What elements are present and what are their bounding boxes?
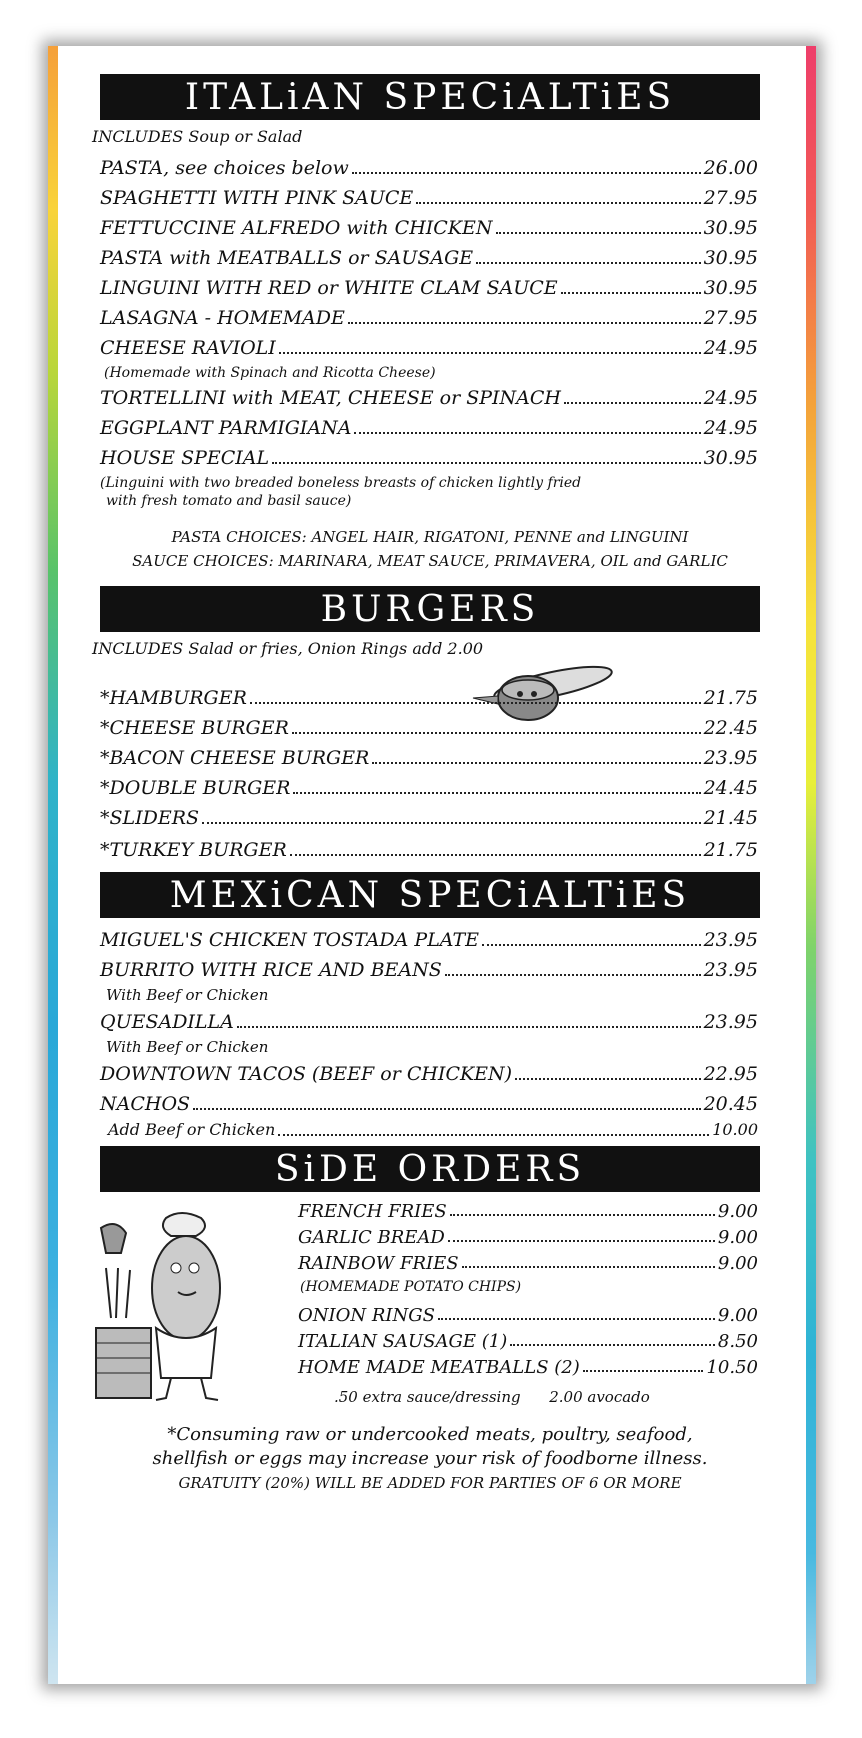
side-item: RAINBOW FRIES 9.00: [298, 1253, 758, 1274]
italian-includes: INCLUDES Soup or Salad: [92, 127, 303, 146]
menu-item: LINGUINI WITH RED or WHITE CLAM SAUCE 30.95: [100, 277, 758, 299]
italian-header: [100, 74, 760, 120]
menu-item: EGGPLANT PARMIGIANA 24.95: [100, 417, 758, 439]
pasta-choices: PASTA CHOICES: ANGEL HAIR, RIGATONI, PENNE and LINGUINI: [171, 528, 689, 546]
side-item: ITALIAN SAUSAGE (1) 8.50: [298, 1331, 758, 1352]
mexican-header: [100, 872, 760, 918]
sauce-choices: SAUCE CHOICES: MARINARA, MEAT SAUCE, PRIMAVERA, OIL and GARLIC: [132, 552, 728, 570]
sides-title: SiDE ORDERS: [274, 1148, 586, 1190]
rainbow-edge-left: [48, 46, 58, 1684]
menu-item: *BACON CHEESE BURGER 23.95: [100, 747, 758, 769]
burgers-header: [100, 586, 760, 632]
health-warning-line-1: *Consuming raw or undercooked meats, poultry, seafood,: [167, 1424, 693, 1445]
menu-item: LASAGNA - HOMEMADE 27.95: [100, 307, 758, 329]
menu-item: CHEESE RAVIOLI 24.95: [100, 337, 758, 359]
side-item: FRENCH FRIES 9.00: [298, 1201, 758, 1222]
health-warning-line-2: shellfish or eggs may increase your risk of foodborne illness.: [152, 1448, 708, 1469]
item-note: With Beef or Chicken: [106, 1038, 269, 1056]
italian-title: ITALiAN SPECiALTiES: [184, 76, 676, 118]
menu-item: *SLIDERS 21.45: [100, 807, 758, 829]
menu-item: SPAGHETTI WITH PINK SAUCE 27.95: [100, 187, 758, 209]
side-item: GARLIC BREAD 9.00: [298, 1227, 758, 1248]
menu-item: TORTELLINI with MEAT, CHEESE or SPINACH 24.95: [100, 387, 758, 409]
burgers-title: BURGERS: [320, 588, 540, 630]
item-note: With Beef or Chicken: [106, 986, 269, 1004]
sides-header: [100, 1146, 760, 1192]
menu-item: MIGUEL'S CHICKEN TOSTADA PLATE 23.95: [100, 929, 758, 951]
gratuity-notice: GRATUITY (20%) WILL BE ADDED FOR PARTIES OF 6 OR MORE: [178, 1474, 682, 1492]
menu-item: NACHOS 20.45: [100, 1093, 758, 1115]
menu-item: Add Beef or Chicken 10.00: [108, 1120, 758, 1139]
menu-item: HOUSE SPECIAL 30.95: [100, 447, 758, 469]
menu-item: PASTA with MEATBALLS or SAUSAGE 30.95: [100, 247, 758, 269]
side-extras: .50 extra sauce/dressing 2.00 avocado: [334, 1388, 650, 1406]
menu-item: DOWNTOWN TACOS (BEEF or CHICKEN) 22.95: [100, 1063, 758, 1085]
menu-item: PASTA, see choices below 26.00: [100, 157, 758, 179]
item-note: (Homemade with Spinach and Ricotta Cheese): [104, 365, 436, 381]
item-note: with fresh tomato and basil sauce): [106, 493, 352, 509]
item-note: (Linguini with two breaded boneless breasts of chicken lightly fried: [100, 475, 582, 491]
menu-item: *DOUBLE BURGER 24.45: [100, 777, 758, 799]
menu-item: *TURKEY BURGER 21.75: [100, 839, 758, 861]
rainbow-edge-right: [806, 46, 816, 1684]
mexican-title: MEXiCAN SPECiALTiES: [169, 874, 691, 916]
item-note: (HOMEMADE POTATO CHIPS): [300, 1279, 522, 1295]
side-item: ONION RINGS 9.00: [298, 1305, 758, 1326]
menu-item: FETTUCCINE ALFREDO with CHICKEN 30.95: [100, 217, 758, 239]
potato-chef-illustration: [86, 1208, 286, 1408]
menu-item: *CHEESE BURGER 22.45: [100, 717, 758, 739]
burgers-includes: INCLUDES Salad or fries, Onion Rings add 2.00: [92, 639, 484, 658]
side-item: HOME MADE MEATBALLS (2) 10.50: [298, 1357, 758, 1378]
menu-page: [48, 46, 816, 1684]
menu-item: *HAMBURGER 21.75: [100, 687, 758, 709]
menu-item: QUESADILLA 23.95: [100, 1011, 758, 1033]
menu-item: BURRITO WITH RICE AND BEANS 23.95: [100, 959, 758, 981]
